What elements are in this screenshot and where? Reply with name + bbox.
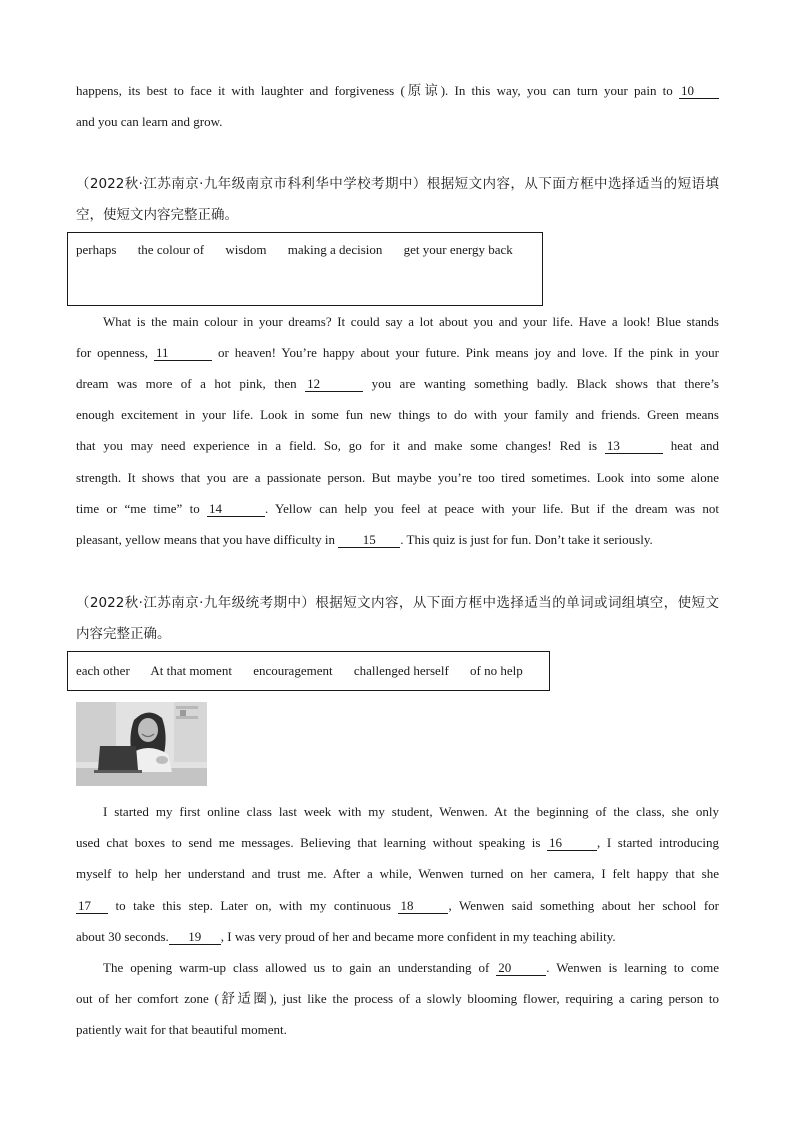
text: , I started introducing bbox=[597, 835, 719, 850]
word-option: the colour of bbox=[137, 242, 205, 257]
text: The opening warm-up class allowed us to gain an understanding of bbox=[103, 960, 497, 975]
passage2-line-2 bbox=[76, 834, 719, 852]
word-option: At that moment bbox=[150, 663, 232, 678]
blank-10[interactable]: 10 bbox=[679, 84, 719, 99]
text: ), just like the process of a slowly blooming flower, requiring a caring person to bbox=[269, 991, 720, 1006]
blank-11[interactable]: 11 bbox=[154, 346, 212, 361]
word-option: perhaps bbox=[76, 242, 117, 257]
blank-20[interactable]: 20 bbox=[496, 961, 546, 976]
text: out of her comfort zone ( bbox=[76, 991, 219, 1006]
passage1-line-2 bbox=[76, 344, 719, 362]
text: . Wenwen is learning to come bbox=[546, 960, 719, 975]
text: dream was more of a hot pink, then bbox=[76, 376, 306, 391]
intro-line-2: and you can learn and grow. bbox=[76, 114, 223, 129]
section2-heading-line-1: （2022秋·江苏南京·九年级统考期中）根据短文内容，从下面方框中选择适当的单词或词组填空，使短文 bbox=[76, 595, 719, 611]
word-option: challenged herself bbox=[353, 663, 449, 678]
text: to take this step. Later on, with my continuous bbox=[108, 898, 399, 913]
text: about 30 seconds. bbox=[76, 929, 169, 944]
blank-16[interactable]: 16 bbox=[547, 836, 597, 851]
section2-heading-line-2: 内容完整正确。 bbox=[76, 626, 171, 642]
blank-15[interactable]: 15 bbox=[338, 533, 400, 548]
text: or heaven! You’re happy about your future. Pink means joy and love. If the pink in your bbox=[212, 345, 719, 360]
text: . Yellow can help you feel at peace with your life. But if the dream was not bbox=[264, 501, 720, 516]
intro-line-1 bbox=[76, 82, 719, 100]
text-zh: 原谅 bbox=[404, 83, 441, 99]
word-box-1 bbox=[67, 232, 543, 306]
word-option: encouragement bbox=[253, 663, 333, 678]
blank-13[interactable]: 13 bbox=[605, 439, 663, 454]
passage1-line-6: strength. It shows that you are a passionate person. But maybe you’re too tired sometimes. Look into some alone bbox=[76, 470, 719, 485]
text: , I was very proud of her and became more confident in my teaching ability. bbox=[220, 929, 616, 944]
blank-19[interactable]: 19 bbox=[169, 930, 221, 945]
word-option: making a decision bbox=[287, 242, 383, 257]
text: . This quiz is just for fun. Don’t take it seriously. bbox=[400, 532, 653, 547]
text: heat and bbox=[662, 438, 719, 453]
word-list-1 bbox=[76, 241, 513, 259]
passage2-line-8: patiently wait for that beautiful moment. bbox=[76, 1022, 287, 1037]
text-zh: 舒适圈 bbox=[218, 991, 270, 1007]
text: ). In this way, you can turn your pain to bbox=[440, 83, 679, 98]
passage2-line-1: I started my first online class last week with my student, Wenwen. At the beginning of the class, she only bbox=[103, 804, 719, 819]
word-option: get your energy back bbox=[403, 242, 513, 257]
photo-woman-laptop bbox=[76, 702, 207, 786]
text: for openness, bbox=[76, 345, 155, 360]
text: happens, its best to face it with laughter and forgiveness ( bbox=[76, 83, 405, 98]
word-list-2 bbox=[76, 662, 523, 680]
passage1-line-7 bbox=[76, 500, 719, 518]
word-box-2 bbox=[67, 651, 550, 691]
passage1-line-4: enough excitement in your life. Look in some fun new things to do with your family and friends. Green means bbox=[76, 407, 719, 422]
passage2-line-7 bbox=[76, 990, 719, 1008]
passage1-line-1: What is the main colour in your dreams? It could say a lot about you and your life. Have a look! Blue stands bbox=[103, 314, 719, 329]
passage2-line-4 bbox=[76, 897, 719, 915]
passage1-line-5 bbox=[76, 437, 719, 455]
text: , Wenwen said something about her school for bbox=[448, 898, 719, 913]
text: used chat boxes to send me messages. Believing that learning without speaking is bbox=[76, 835, 548, 850]
text: time or “me time” to bbox=[76, 501, 207, 516]
passage2-line-3: myself to help her understand and trust me. After a while, Wenwen turned on her camera, I felt happy that she bbox=[76, 866, 719, 881]
section1-heading-line-2: 空，使短文内容完整正确。 bbox=[76, 207, 238, 223]
blank-12[interactable]: 12 bbox=[305, 377, 363, 392]
passage2-line-5 bbox=[76, 928, 719, 946]
passage1-line-8 bbox=[76, 531, 719, 549]
passage1-line-3 bbox=[76, 375, 719, 393]
blank-14[interactable]: 14 bbox=[207, 502, 265, 517]
text: you are wanting something badly. Black shows that there’s bbox=[363, 376, 719, 391]
blank-17[interactable]: 17 bbox=[76, 899, 108, 914]
blank-18[interactable]: 18 bbox=[398, 899, 448, 914]
word-option: wisdom bbox=[225, 242, 267, 257]
word-option: each other bbox=[76, 663, 130, 678]
word-option: of no help bbox=[470, 663, 523, 678]
text: that you may need experience in a field. So, go for it and make some changes! Red is bbox=[76, 438, 605, 453]
passage2-line-6 bbox=[103, 959, 719, 977]
text: pleasant, yellow means that you have difficulty in bbox=[76, 532, 339, 547]
photo-illustration bbox=[76, 702, 207, 786]
section1-heading-line-1: （2022秋·江苏南京·九年级南京市科利华中学校考期中）根据短文内容，从下面方框中选择适当的短语填 bbox=[76, 176, 719, 192]
